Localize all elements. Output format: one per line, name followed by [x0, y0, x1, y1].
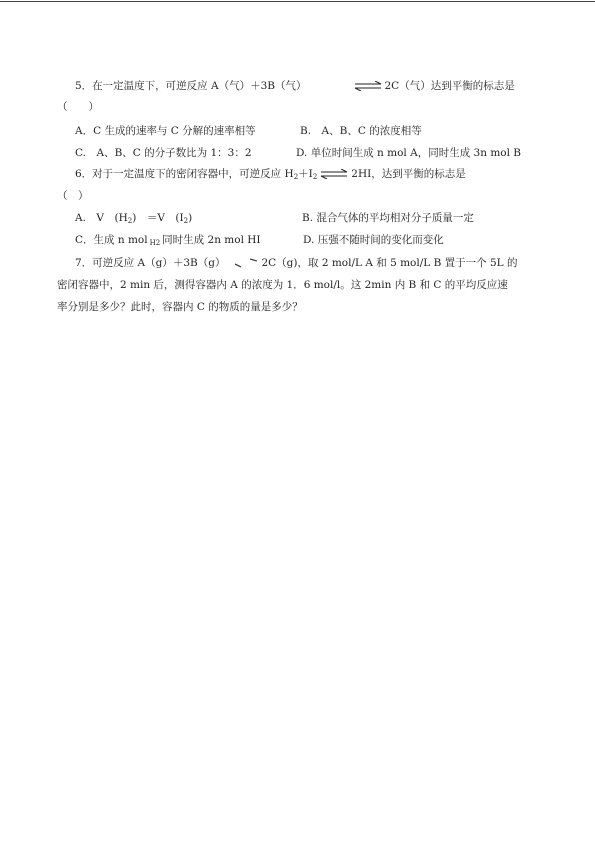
q6-plus-i: ＋I — [298, 168, 313, 180]
q7-stem-part1: 7．可逆反应 A（g）＋3B（g） — [75, 257, 226, 269]
equilibrium-arrow-icon — [319, 169, 349, 179]
q6-option-a-part2: ) ＝V (I — [132, 212, 184, 224]
q6-option-a-sub1: 2 — [127, 217, 133, 225]
q6-h-subscript: 2 — [293, 173, 299, 181]
q6-stem-part1: 6．对于一定温度下的密闭容器中，可逆反应 H — [75, 168, 294, 180]
top-border-line — [0, 1, 595, 2]
q6-stem-part2: 2HI，达到平衡的标志是 — [351, 168, 466, 180]
q7-stem-line1 — [75, 256, 517, 270]
q5-option-a: A．C 生成的速率与 C 分解的速率相等 — [75, 125, 256, 137]
q6-option-a-sub2: 2 — [183, 217, 189, 225]
q5-stem-part1: 5．在一定温度下，可逆反应 A（气）＋3B（气） — [75, 80, 307, 92]
q6-option-c-part1: C．生成 n mol — [75, 234, 148, 246]
q5-option-b: B. A、B、C 的浓度相等 — [300, 125, 422, 137]
q6-answer-blank: （ ） — [57, 190, 89, 202]
reversible-arrow-icon — [233, 258, 259, 268]
q5-answer-blank: （ ） — [57, 101, 99, 113]
q5-option-c: C. A、B、C 的分子数比为 1：3：2 — [75, 147, 252, 159]
q6-option-b: B. 混合气体的平均相对分子质量一定 — [302, 212, 474, 224]
q6-option-a — [75, 211, 192, 228]
q7-stem-line2: 密闭容器中，2 min 后，测得容器内 A 的浓度为 1．6 mol/l。这 2min 内 B 和 C 的平均反应速 — [57, 279, 508, 291]
q6-option-c-sub: H2 — [149, 239, 161, 247]
q7-stem-part2: 2C（g)，取 2 mol/L A 和 5 mol/L B 置于一个 5L 的 — [261, 257, 518, 269]
q6-option-d: D. 压强不随时间的变化而变化 — [303, 234, 444, 246]
q5-option-d: D. 单位时间生成 n mol A，同时生成 3n mol B — [296, 147, 522, 159]
q5-stem-part2: 2C（气）达到平衡的标志是 — [384, 80, 515, 92]
q6-i-subscript: 2 — [312, 173, 318, 181]
q6-option-a-part3: ) — [188, 212, 193, 224]
q6-option-c — [75, 233, 261, 250]
q5-stem — [75, 79, 515, 93]
q6-option-a-part1: A. V (H — [75, 212, 128, 224]
q6-option-c-part2: 同时生成 2n mol HI — [162, 234, 261, 246]
equilibrium-arrow-icon — [353, 81, 383, 91]
q7-stem-line3: 率分别是多少？此时，容器内 C 的物质的量是多少？ — [57, 301, 303, 313]
q6-stem — [75, 167, 466, 184]
